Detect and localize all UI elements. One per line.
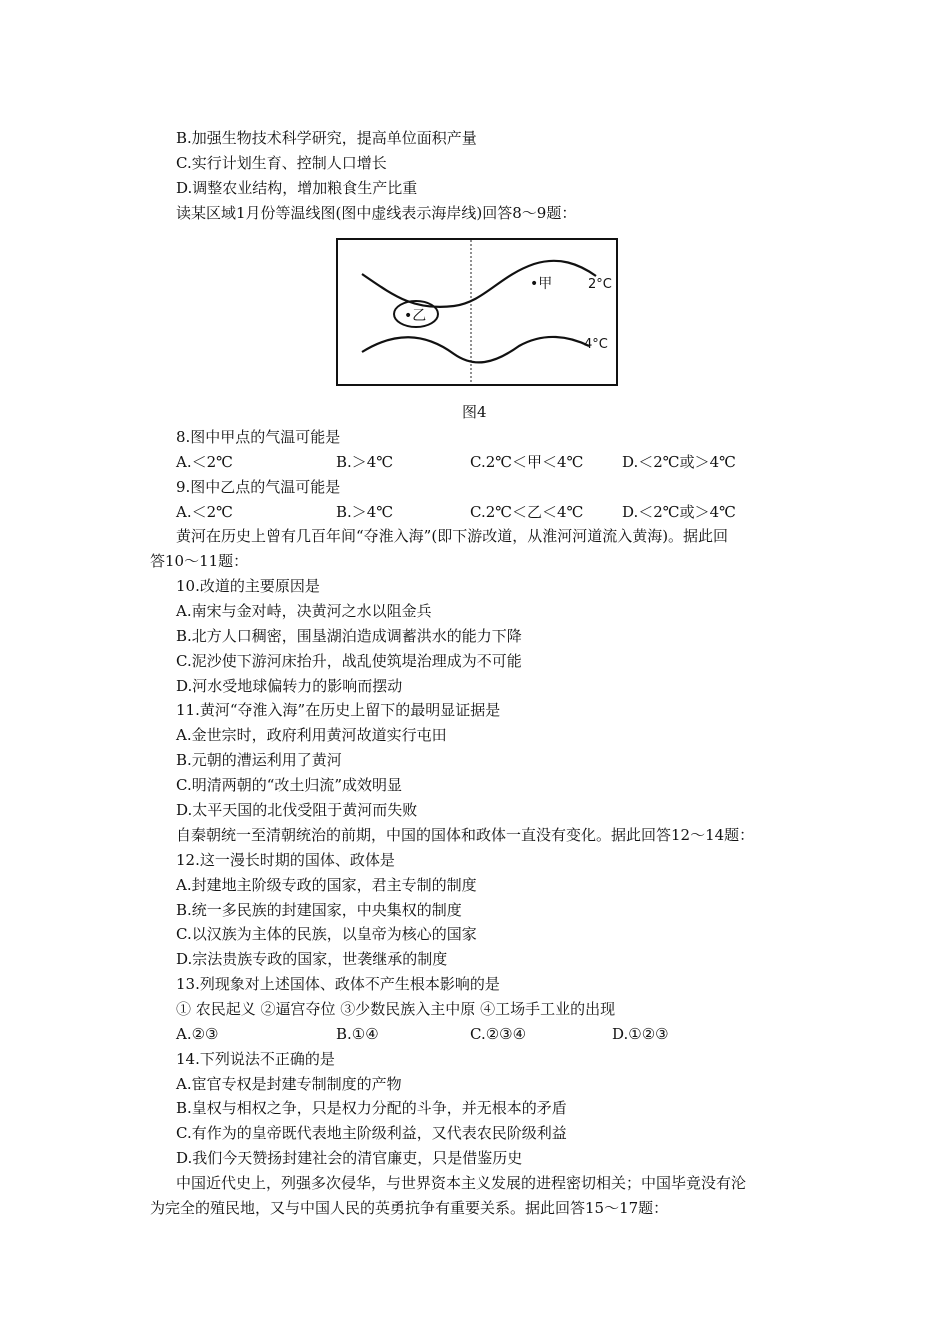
option-d: D.①②③ <box>612 1025 669 1043</box>
option-d: D.＜2℃或＞4℃ <box>622 503 736 521</box>
option-b: B.＞4℃ <box>336 453 394 471</box>
question-stem: 8.图中甲点的气温可能是 <box>176 428 341 446</box>
question-stem: 14.下列说法不正确的是 <box>176 1050 335 1068</box>
isotherm-figure <box>334 236 620 388</box>
question-stem: 13.列现象对上述国体、政体不产生根本影响的是 <box>176 975 500 993</box>
question-intro-cont: 答10～11题： <box>150 552 249 570</box>
option-c: C.明清两朝的“改土归流”成效明显 <box>176 776 403 794</box>
label-yi: •乙 <box>404 308 427 324</box>
option-d: D.我们今天赞扬封建社会的清官廉吏，只是借鉴历史 <box>176 1149 523 1167</box>
question-intro: 黄河在历史上曾有几百年间“夺淮入海”(即下游改道，从淮河河道流入黄海)。据此回 <box>176 527 729 545</box>
option-d: D.太平天国的北伐受阻于黄河而失败 <box>176 801 418 819</box>
option-d: D.宗法贵族专政的国家，世袭继承的制度 <box>176 950 448 968</box>
option-a: A.封建地主阶级专政的国家，君主专制的制度 <box>176 876 477 894</box>
label-2c: 2°C <box>588 277 612 292</box>
question-intro-cont: 为完全的殖民地，又与中国人民的英勇抗争有重要关系。据此回答15～17题： <box>150 1199 669 1217</box>
question-stem: 12.这一漫长时期的国体、政体是 <box>176 851 395 869</box>
question-stem: 9.图中乙点的气温可能是 <box>176 478 341 496</box>
figure-caption: 图4 <box>462 403 487 421</box>
option-line: B.加强生物技术科学研究，提高单位面积产量 <box>176 129 477 147</box>
question-items: ① 农民起义 ②逼宫夺位 ③少数民族入主中原 ④工场手工业的出现 <box>176 1000 616 1018</box>
option-b: B.皇权与相权之争，只是权力分配的斗争，并无根本的矛盾 <box>176 1099 567 1117</box>
option-b: B.北方人口稠密，围垦湖泊造成调蓄洪水的能力下降 <box>176 627 522 645</box>
option-a: A.②③ <box>176 1025 219 1043</box>
option-c: C.以汉族为主体的民族，以皇帝为核心的国家 <box>176 925 477 943</box>
label-jia: •甲 <box>530 276 553 292</box>
question-intro: 读某区域1月份等温线图(图中虚线表示海岸线)回答8～9题： <box>176 204 577 222</box>
option-a: A.金世宗时，政府利用黄河故道实行屯田 <box>176 726 447 744</box>
option-line: D.调整农业结构，增加粮食生产比重 <box>176 179 418 197</box>
option-c: C.②③④ <box>470 1025 527 1043</box>
question-intro: 自秦朝统一至清朝统治的前期，中国的国体和政体一直没有变化。据此回答12～14题： <box>176 826 755 844</box>
option-d: D.河水受地球偏转力的影响而摆动 <box>176 677 403 695</box>
option-c: C.2℃＜乙＜4℃ <box>470 503 584 521</box>
option-c: C.泥沙使下游河床抬升，战乱使筑堤治理成为不可能 <box>176 652 522 670</box>
option-d: D.＜2℃或＞4℃ <box>622 453 736 471</box>
option-a: A.＜2℃ <box>176 503 233 521</box>
option-c: C.2℃＜甲＜4℃ <box>470 453 584 471</box>
option-b: B.元朝的漕运利用了黄河 <box>176 751 342 769</box>
option-line: C.实行计划生育、控制人口增长 <box>176 154 387 172</box>
option-b: B.统一多民族的封建国家，中央集权的制度 <box>176 901 462 919</box>
question-intro: 中国近代史上，列强多次侵华，与世界资本主义发展的进程密切相关；中国毕竟没有沦 <box>176 1174 747 1192</box>
option-b: B.＞4℃ <box>336 503 394 521</box>
option-a: A.宦官专权是封建专制制度的产物 <box>176 1075 402 1093</box>
question-stem: 11.黄河“夺淮入海”在历史上留下的最明显证据是 <box>176 701 501 719</box>
question-stem: 10.改道的主要原因是 <box>176 577 320 595</box>
label-4c: 4°C <box>584 337 608 352</box>
option-a: A.南宋与金对峙，决黄河之水以阻金兵 <box>176 602 432 620</box>
option-b: B.①④ <box>336 1025 379 1043</box>
option-c: C.有作为的皇帝既代表地主阶级利益，又代表农民阶级利益 <box>176 1124 567 1142</box>
option-a: A.＜2℃ <box>176 453 233 471</box>
